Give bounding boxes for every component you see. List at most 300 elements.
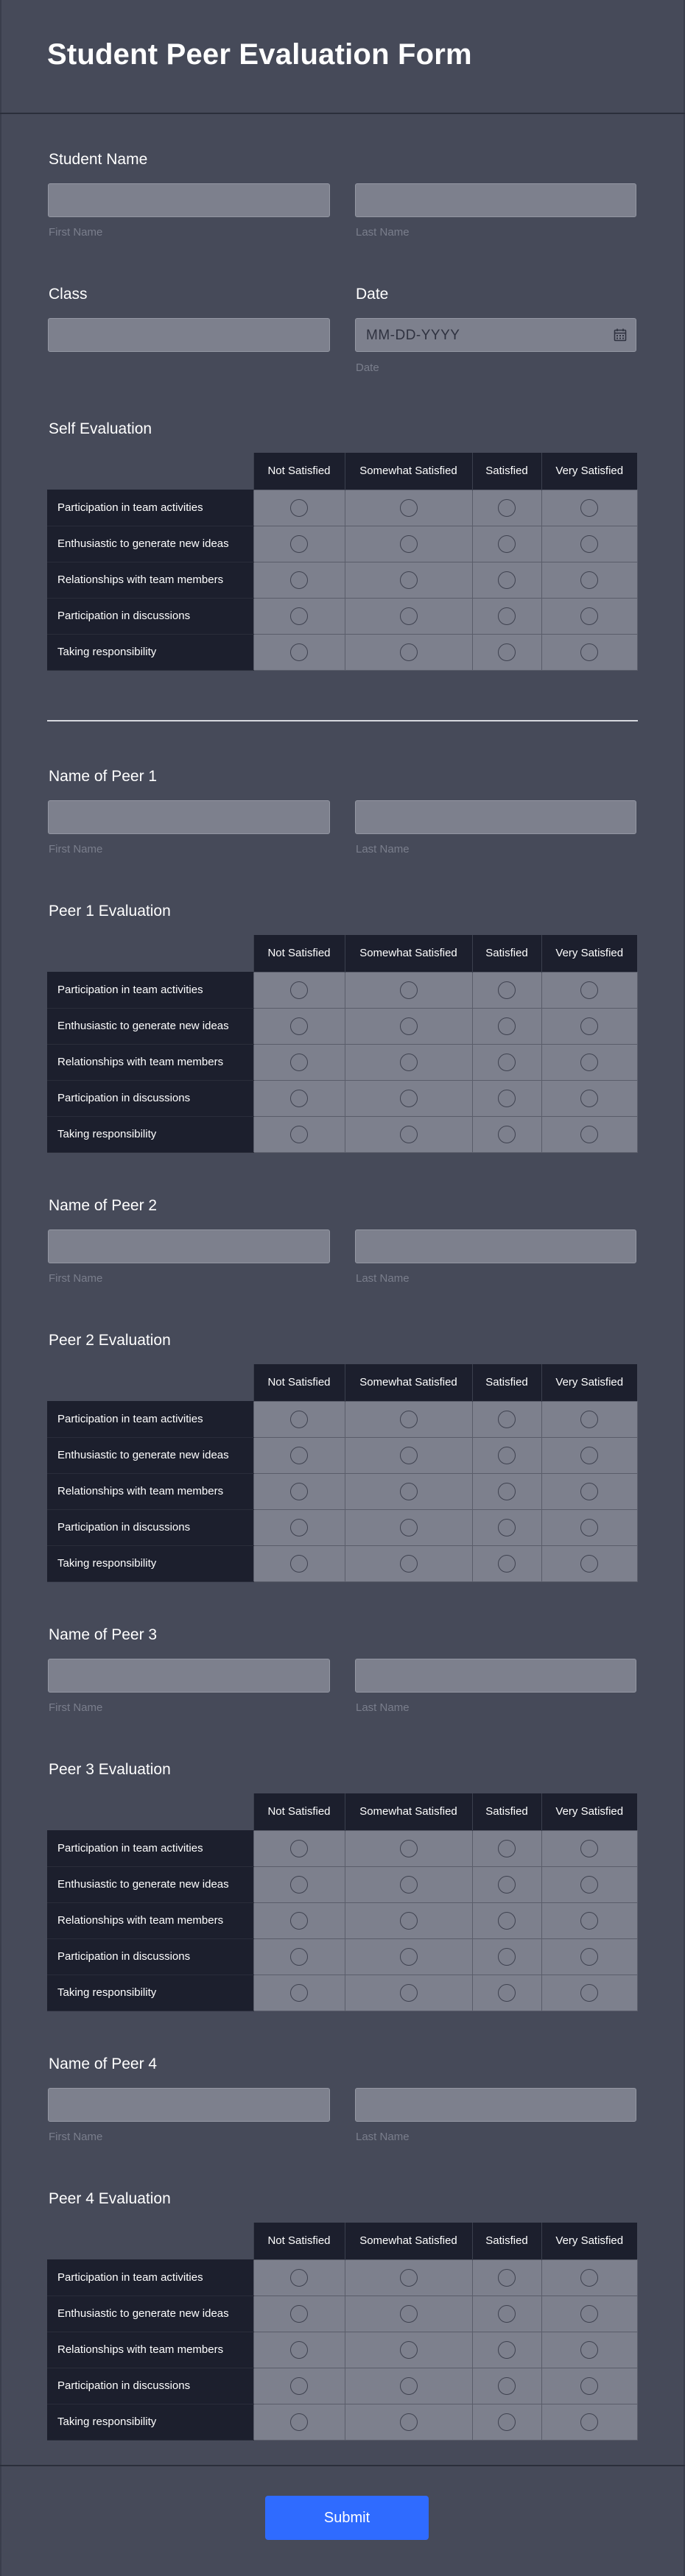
rating-cell (472, 1545, 541, 1581)
rating-cell (345, 1938, 472, 1975)
peer4-radio-button[interactable] (400, 2377, 418, 2395)
peer1-radio-button[interactable] (498, 1126, 516, 1143)
rating-cell (345, 490, 472, 526)
peer2-radio-button[interactable] (498, 1483, 516, 1500)
peer-4-first-name-input[interactable] (48, 2088, 330, 2122)
rating-cell (472, 2368, 541, 2404)
rating-column-header: Very Satisfied (541, 453, 637, 490)
calendar-icon[interactable] (614, 328, 627, 342)
class-input[interactable] (48, 318, 330, 352)
rating-column-header: Somewhat Satisfied (345, 1793, 472, 1830)
rating-cell (541, 526, 637, 562)
peer4-radio-button[interactable] (400, 2305, 418, 2323)
rating-row (47, 1437, 637, 1473)
rating-cell (472, 2259, 541, 2296)
self-radio-button[interactable] (580, 643, 598, 661)
peer4-radio-button[interactable] (580, 2305, 598, 2323)
peer4-radio-button[interactable] (290, 2341, 308, 2359)
rating-cell (345, 1080, 472, 1116)
class-label: Class (49, 286, 88, 303)
peer-2-last-name-input[interactable] (355, 1229, 636, 1263)
peer3-radio-button[interactable] (498, 1912, 516, 1930)
rating-cell (541, 1080, 637, 1116)
peer2-radio-button[interactable] (580, 1447, 598, 1464)
student-last-name-sublabel: Last Name (356, 226, 410, 239)
peer-1-evaluation-label: Peer 1 Evaluation (49, 903, 171, 920)
rating-row (47, 1902, 637, 1938)
rating-row-label: Relationships with team members (47, 2332, 253, 2368)
rating-cell (541, 1437, 637, 1473)
rating-table (47, 935, 638, 1153)
peer3-radio-button[interactable] (580, 1876, 598, 1894)
rating-column-header: Not Satisfied (253, 2223, 345, 2259)
self-radio-button[interactable] (290, 499, 308, 517)
peer-1-first-name-sublabel: First Name (49, 843, 103, 855)
peer4-radio-button[interactable] (400, 2341, 418, 2359)
peer3-radio-button[interactable] (400, 1876, 418, 1894)
peer3-radio-button[interactable] (290, 1840, 308, 1857)
peer-2-evaluation-label: Peer 2 Evaluation (49, 1332, 171, 1349)
rating-row-label: Participation in team activities (47, 972, 253, 1008)
rating-cell (541, 1044, 637, 1080)
rating-row (47, 1938, 637, 1975)
rating-row (47, 1830, 637, 1866)
rating-cell (345, 2368, 472, 2404)
rating-cell (345, 634, 472, 670)
rating-column-header: Satisfied (472, 1364, 541, 1401)
rating-cell (253, 526, 345, 562)
peer3-radio-button[interactable] (498, 1876, 516, 1894)
peer3-radio-button[interactable] (290, 1984, 308, 2002)
rating-cell (253, 2404, 345, 2440)
date-label: Date (356, 286, 389, 303)
rating-cell (345, 1044, 472, 1080)
peer4-radio-button[interactable] (290, 2413, 308, 2431)
rating-cell (253, 1008, 345, 1044)
peer3-radio-button[interactable] (290, 1948, 308, 1966)
rating-cell (253, 2296, 345, 2332)
peer2-radio-button[interactable] (400, 1555, 418, 1573)
peer2-radio-button[interactable] (290, 1519, 308, 1536)
peer4-radio-button[interactable] (498, 2413, 516, 2431)
peer1-radio-button[interactable] (580, 1126, 598, 1143)
section-divider (47, 720, 638, 721)
peer2-radio-button[interactable] (400, 1447, 418, 1464)
peer1-radio-button[interactable] (290, 1017, 308, 1035)
student-last-name-input[interactable] (355, 183, 636, 217)
rating-cell (541, 1830, 637, 1866)
peer3-radio-button[interactable] (498, 1948, 516, 1966)
rating-cell (345, 2404, 472, 2440)
peer2-radio-button[interactable] (498, 1411, 516, 1428)
rating-cell (472, 2404, 541, 2440)
peer-3-name-label: Name of Peer 3 (49, 1626, 158, 1643)
peer3-radio-button[interactable] (400, 1948, 418, 1966)
rating-column-header: Not Satisfied (253, 1364, 345, 1401)
rating-header-row (47, 2223, 637, 2259)
self-radio-button[interactable] (498, 607, 516, 625)
rating-cell (345, 2259, 472, 2296)
peer4-radio-button[interactable] (498, 2377, 516, 2395)
rating-cell (472, 1044, 541, 1080)
rating-row (47, 598, 637, 634)
rating-cell (253, 1902, 345, 1938)
date-placeholder: MM-DD-YYYY (366, 328, 460, 343)
rating-cell (541, 2368, 637, 2404)
rating-row-label: Taking responsibility (47, 2404, 253, 2440)
rating-cell (345, 1866, 472, 1902)
self-radio-button[interactable] (498, 571, 516, 589)
self-radio-button[interactable] (290, 643, 308, 661)
rating-cell (253, 1866, 345, 1902)
self-radio-button[interactable] (498, 499, 516, 517)
rating-cell (253, 2368, 345, 2404)
peer-2-last-name-sublabel: Last Name (356, 1272, 410, 1285)
rating-row-label: Enthusiastic to generate new ideas (47, 1008, 253, 1044)
rating-cell (541, 2332, 637, 2368)
rating-cell (253, 1938, 345, 1975)
rating-header-blank (47, 935, 253, 972)
rating-cell (541, 1509, 637, 1545)
rating-row (47, 1080, 637, 1116)
peer2-radio-button[interactable] (580, 1411, 598, 1428)
student-first-name-input[interactable] (48, 183, 330, 217)
rating-row (47, 1008, 637, 1044)
peer2-radio-button[interactable] (498, 1519, 516, 1536)
peer3-radio-button[interactable] (498, 1984, 516, 2002)
rating-cell (345, 1902, 472, 1938)
peer1-radio-button[interactable] (290, 1126, 308, 1143)
rating-cell (541, 2296, 637, 2332)
rating-row-label: Participation in discussions (47, 598, 253, 634)
peer2-radio-button[interactable] (290, 1411, 308, 1428)
rating-row-label: Taking responsibility (47, 634, 253, 670)
peer1-radio-button[interactable] (498, 1090, 516, 1107)
peer1-radio-button[interactable] (290, 1054, 308, 1071)
rating-cell (472, 598, 541, 634)
rating-cell (472, 1008, 541, 1044)
rating-table (47, 453, 638, 671)
peer4-radio-button[interactable] (290, 2269, 308, 2287)
rating-row-label: Enthusiastic to generate new ideas (47, 1437, 253, 1473)
peer-1-evaluation-matrix (47, 935, 637, 1153)
rating-row-label: Taking responsibility (47, 1975, 253, 2011)
rating-header-blank (47, 1364, 253, 1401)
peer4-radio-button[interactable] (498, 2305, 516, 2323)
rating-cell (253, 490, 345, 526)
rating-cell (253, 1975, 345, 2011)
peer-4-evaluation-label: Peer 4 Evaluation (49, 2190, 171, 2207)
peer2-radio-button[interactable] (498, 1555, 516, 1573)
rating-table (47, 2223, 638, 2441)
peer1-radio-button[interactable] (498, 1054, 516, 1071)
rating-row-label: Participation in team activities (47, 1401, 253, 1437)
self-radio-button[interactable] (498, 643, 516, 661)
rating-cell (253, 1545, 345, 1581)
rating-cell (541, 1975, 637, 2011)
rating-cell (345, 2296, 472, 2332)
rating-column-header: Satisfied (472, 453, 541, 490)
peer-4-first-name-sublabel: First Name (49, 2131, 103, 2143)
peer-4-evaluation-matrix (47, 2223, 637, 2441)
rating-cell (541, 2404, 637, 2440)
peer3-radio-button[interactable] (400, 1984, 418, 2002)
rating-column-header: Somewhat Satisfied (345, 453, 472, 490)
rating-cell (345, 562, 472, 598)
rating-cell (253, 634, 345, 670)
self-radio-button[interactable] (580, 607, 598, 625)
rating-cell (472, 1866, 541, 1902)
rating-cell (253, 1044, 345, 1080)
rating-cell (253, 2259, 345, 2296)
rating-row-label: Participation in discussions (47, 1080, 253, 1116)
rating-header-row (47, 1793, 637, 1830)
rating-cell (541, 2259, 637, 2296)
rating-cell (541, 1545, 637, 1581)
peer2-radio-button[interactable] (400, 1411, 418, 1428)
rating-row (47, 2259, 637, 2296)
rating-cell (345, 2332, 472, 2368)
rating-cell (253, 1401, 345, 1437)
rating-cell (345, 1509, 472, 1545)
rating-row (47, 526, 637, 562)
rating-row-label: Enthusiastic to generate new ideas (47, 526, 253, 562)
rating-row-label: Enthusiastic to generate new ideas (47, 1866, 253, 1902)
rating-cell (253, 1116, 345, 1152)
rating-cell (541, 490, 637, 526)
rating-cell (345, 1830, 472, 1866)
rating-row-label: Participation in team activities (47, 2259, 253, 2296)
rating-cell (345, 1008, 472, 1044)
peer3-radio-button[interactable] (580, 1948, 598, 1966)
peer-4-last-name-input[interactable] (355, 2088, 636, 2122)
peer1-radio-button[interactable] (580, 981, 598, 999)
rating-row (47, 562, 637, 598)
rating-column-header: Not Satisfied (253, 453, 345, 490)
peer3-radio-button[interactable] (400, 1840, 418, 1857)
self-radio-button[interactable] (400, 571, 418, 589)
rating-cell (541, 1116, 637, 1152)
peer1-radio-button[interactable] (580, 1054, 598, 1071)
rating-row-label: Taking responsibility (47, 1545, 253, 1581)
peer4-radio-button[interactable] (290, 2305, 308, 2323)
rating-row (47, 1509, 637, 1545)
peer1-radio-button[interactable] (580, 1090, 598, 1107)
rating-cell (253, 972, 345, 1008)
peer-4-name-label: Name of Peer 4 (49, 2055, 158, 2072)
peer3-radio-button[interactable] (290, 1876, 308, 1894)
peer-1-first-name-input[interactable] (48, 800, 330, 834)
peer4-radio-button[interactable] (580, 2377, 598, 2395)
peer1-radio-button[interactable] (400, 1126, 418, 1143)
rating-cell (541, 562, 637, 598)
rating-row-label: Relationships with team members (47, 1902, 253, 1938)
peer1-radio-button[interactable] (290, 981, 308, 999)
peer2-radio-button[interactable] (290, 1447, 308, 1464)
peer3-radio-button[interactable] (290, 1912, 308, 1930)
self-radio-button[interactable] (400, 607, 418, 625)
rating-column-header: Satisfied (472, 2223, 541, 2259)
rating-column-header: Very Satisfied (541, 935, 637, 972)
rating-row (47, 1975, 637, 2011)
rating-cell (253, 1080, 345, 1116)
rating-cell (541, 972, 637, 1008)
rating-cell (541, 1473, 637, 1509)
rating-cell (345, 1545, 472, 1581)
rating-row (47, 972, 637, 1008)
rating-cell (345, 598, 472, 634)
peer2-radio-button[interactable] (290, 1483, 308, 1500)
peer3-radio-button[interactable] (580, 1984, 598, 2002)
rating-cell (541, 1866, 637, 1902)
self-radio-button[interactable] (290, 607, 308, 625)
self-radio-button[interactable] (290, 535, 308, 553)
rating-header-row (47, 453, 637, 490)
peer2-radio-button[interactable] (400, 1519, 418, 1536)
rating-row-label: Taking responsibility (47, 1116, 253, 1152)
peer4-radio-button[interactable] (498, 2341, 516, 2359)
peer4-radio-button[interactable] (290, 2377, 308, 2395)
self-radio-button[interactable] (580, 535, 598, 553)
rating-cell (345, 1473, 472, 1509)
peer3-radio-button[interactable] (498, 1840, 516, 1857)
peer-3-last-name-sublabel: Last Name (356, 1701, 410, 1714)
rating-row-label: Relationships with team members (47, 1044, 253, 1080)
peer-3-first-name-input[interactable] (48, 1659, 330, 1693)
rating-cell (345, 1116, 472, 1152)
rating-column-header: Somewhat Satisfied (345, 935, 472, 972)
student-name-label: Student Name (49, 151, 148, 168)
date-sublabel: Date (356, 361, 379, 374)
rating-cell (541, 1902, 637, 1938)
self-radio-button[interactable] (400, 643, 418, 661)
peer1-radio-button[interactable] (580, 1017, 598, 1035)
rating-row (47, 634, 637, 670)
rating-header-blank (47, 1793, 253, 1830)
peer4-radio-button[interactable] (580, 2269, 598, 2287)
rating-row (47, 1473, 637, 1509)
rating-cell (472, 1401, 541, 1437)
submit-button[interactable]: Submit (265, 2496, 429, 2540)
form-header (0, 0, 685, 114)
peer3-radio-button[interactable] (580, 1840, 598, 1857)
rating-column-header: Somewhat Satisfied (345, 2223, 472, 2259)
peer1-radio-button[interactable] (498, 981, 516, 999)
rating-row (47, 1545, 637, 1581)
rating-row-label: Participation in discussions (47, 2368, 253, 2404)
peer-1-name-label: Name of Peer 1 (49, 768, 158, 785)
peer4-radio-button[interactable] (400, 2269, 418, 2287)
peer1-radio-button[interactable] (290, 1090, 308, 1107)
self-radio-button[interactable] (400, 535, 418, 553)
rating-row (47, 2296, 637, 2332)
rating-cell (253, 562, 345, 598)
rating-cell (472, 2332, 541, 2368)
peer-1-last-name-sublabel: Last Name (356, 843, 410, 855)
peer-2-name-label: Name of Peer 2 (49, 1197, 158, 1214)
rating-cell (253, 1473, 345, 1509)
peer1-radio-button[interactable] (400, 1090, 418, 1107)
rating-column-header: Very Satisfied (541, 1793, 637, 1830)
peer4-radio-button[interactable] (580, 2413, 598, 2431)
peer3-radio-button[interactable] (400, 1912, 418, 1930)
rating-column-header: Very Satisfied (541, 2223, 637, 2259)
peer3-radio-button[interactable] (580, 1912, 598, 1930)
peer2-radio-button[interactable] (290, 1555, 308, 1573)
rating-cell (253, 2332, 345, 2368)
rating-cell (472, 972, 541, 1008)
rating-column-header: Not Satisfied (253, 935, 345, 972)
rating-column-header: Somewhat Satisfied (345, 1364, 472, 1401)
self-radio-button[interactable] (580, 499, 598, 517)
rating-row-label: Participation in discussions (47, 1509, 253, 1545)
peer-2-first-name-sublabel: First Name (49, 1272, 103, 1285)
peer-1-last-name-input[interactable] (355, 800, 636, 834)
peer4-radio-button[interactable] (580, 2341, 598, 2359)
form-footer (0, 2465, 685, 2576)
rating-cell (253, 1830, 345, 1866)
rating-table (47, 1793, 638, 2011)
rating-cell (345, 1975, 472, 2011)
peer1-radio-button[interactable] (400, 981, 418, 999)
rating-row (47, 1116, 637, 1152)
peer2-radio-button[interactable] (580, 1483, 598, 1500)
peer4-radio-button[interactable] (400, 2413, 418, 2431)
peer-2-first-name-input[interactable] (48, 1229, 330, 1263)
peer2-radio-button[interactable] (498, 1447, 516, 1464)
date-input[interactable] (355, 318, 636, 352)
rating-cell (472, 1437, 541, 1473)
rating-row-label: Relationships with team members (47, 562, 253, 598)
rating-cell (472, 634, 541, 670)
peer-3-evaluation-matrix (47, 1793, 637, 2011)
peer2-radio-button[interactable] (580, 1555, 598, 1573)
self-radio-button[interactable] (580, 571, 598, 589)
rating-row (47, 1401, 637, 1437)
frame-border-left (0, 0, 1, 2576)
peer2-radio-button[interactable] (580, 1519, 598, 1536)
rating-table (47, 1364, 638, 1582)
self-evaluation-matrix (47, 453, 637, 671)
rating-cell (472, 2296, 541, 2332)
student-first-name-sublabel: First Name (49, 226, 103, 239)
rating-row (47, 2368, 637, 2404)
rating-row-label: Enthusiastic to generate new ideas (47, 2296, 253, 2332)
rating-cell (472, 526, 541, 562)
peer4-radio-button[interactable] (498, 2269, 516, 2287)
rating-cell (345, 1437, 472, 1473)
rating-row-label: Participation in discussions (47, 1938, 253, 1975)
rating-header-blank (47, 453, 253, 490)
rating-cell (541, 1938, 637, 1975)
rating-header-blank (47, 2223, 253, 2259)
peer1-radio-button[interactable] (400, 1017, 418, 1035)
rating-row-label: Relationships with team members (47, 1473, 253, 1509)
rating-cell (541, 1008, 637, 1044)
self-radio-button[interactable] (400, 499, 418, 517)
rating-cell (345, 972, 472, 1008)
rating-header-row (47, 1364, 637, 1401)
peer1-radio-button[interactable] (498, 1017, 516, 1035)
peer2-radio-button[interactable] (400, 1483, 418, 1500)
self-radio-button[interactable] (498, 535, 516, 553)
peer1-radio-button[interactable] (400, 1054, 418, 1071)
peer-3-last-name-input[interactable] (355, 1659, 636, 1693)
rating-cell (472, 1830, 541, 1866)
self-radio-button[interactable] (290, 571, 308, 589)
rating-cell (472, 1902, 541, 1938)
rating-cell (472, 1975, 541, 2011)
